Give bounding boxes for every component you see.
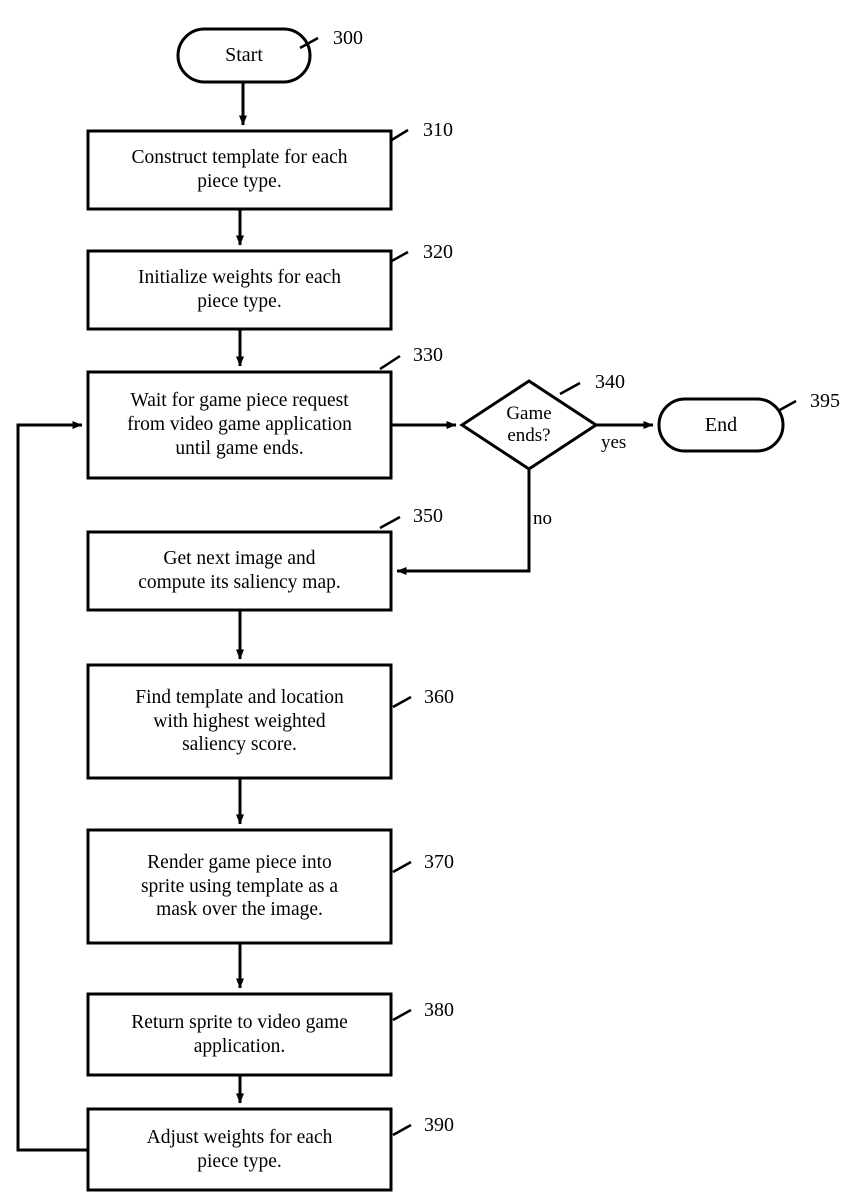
leader-370 <box>393 862 411 872</box>
node-370-label: Render game piece into sprite using template as a mask over the image. <box>140 851 339 921</box>
ref-number-320: 320 <box>423 241 453 263</box>
node-330-label: Wait for game piece request from video game application until game ends. <box>127 390 352 459</box>
ref-number-395: 395 <box>810 390 840 412</box>
ref-number-390: 390 <box>424 1114 454 1136</box>
leader-360 <box>393 697 411 707</box>
node-340-label: Game ends? <box>506 402 552 446</box>
edge-label-yes: yes <box>601 432 627 453</box>
leader-380 <box>393 1010 411 1020</box>
ref-number-310: 310 <box>423 119 453 141</box>
ref-number-340: 340 <box>595 371 625 393</box>
ref-number-330: 330 <box>413 344 443 366</box>
node-350-label: Get next image and compute its saliency map. <box>138 548 341 593</box>
edge-390-330-loopback <box>18 425 88 1150</box>
node-end-label: End <box>704 413 738 436</box>
node-390-label: Adjust weights for each piece type. <box>146 1126 333 1172</box>
leader-310 <box>390 130 408 141</box>
leader-350 <box>380 517 400 528</box>
node-320-label: Initialize weights for each piece type. <box>137 267 342 312</box>
edge-label-no: no <box>533 508 552 529</box>
leader-320 <box>390 252 408 262</box>
node-start-label: Start <box>225 44 263 67</box>
node-310-label: Construct template for each piece type. <box>131 147 348 192</box>
leader-390 <box>393 1125 411 1135</box>
ref-number-350: 350 <box>413 505 443 527</box>
node-360-label: Find template and location with highest weighted saliency score. <box>135 686 344 756</box>
ref-number-360: 360 <box>424 686 454 708</box>
ref-number-380: 380 <box>424 999 454 1021</box>
node-380-label: Return sprite to video game application. <box>131 1011 348 1057</box>
ref-number-370: 370 <box>424 851 454 873</box>
leader-330 <box>380 356 400 369</box>
ref-number-300: 300 <box>333 27 363 49</box>
